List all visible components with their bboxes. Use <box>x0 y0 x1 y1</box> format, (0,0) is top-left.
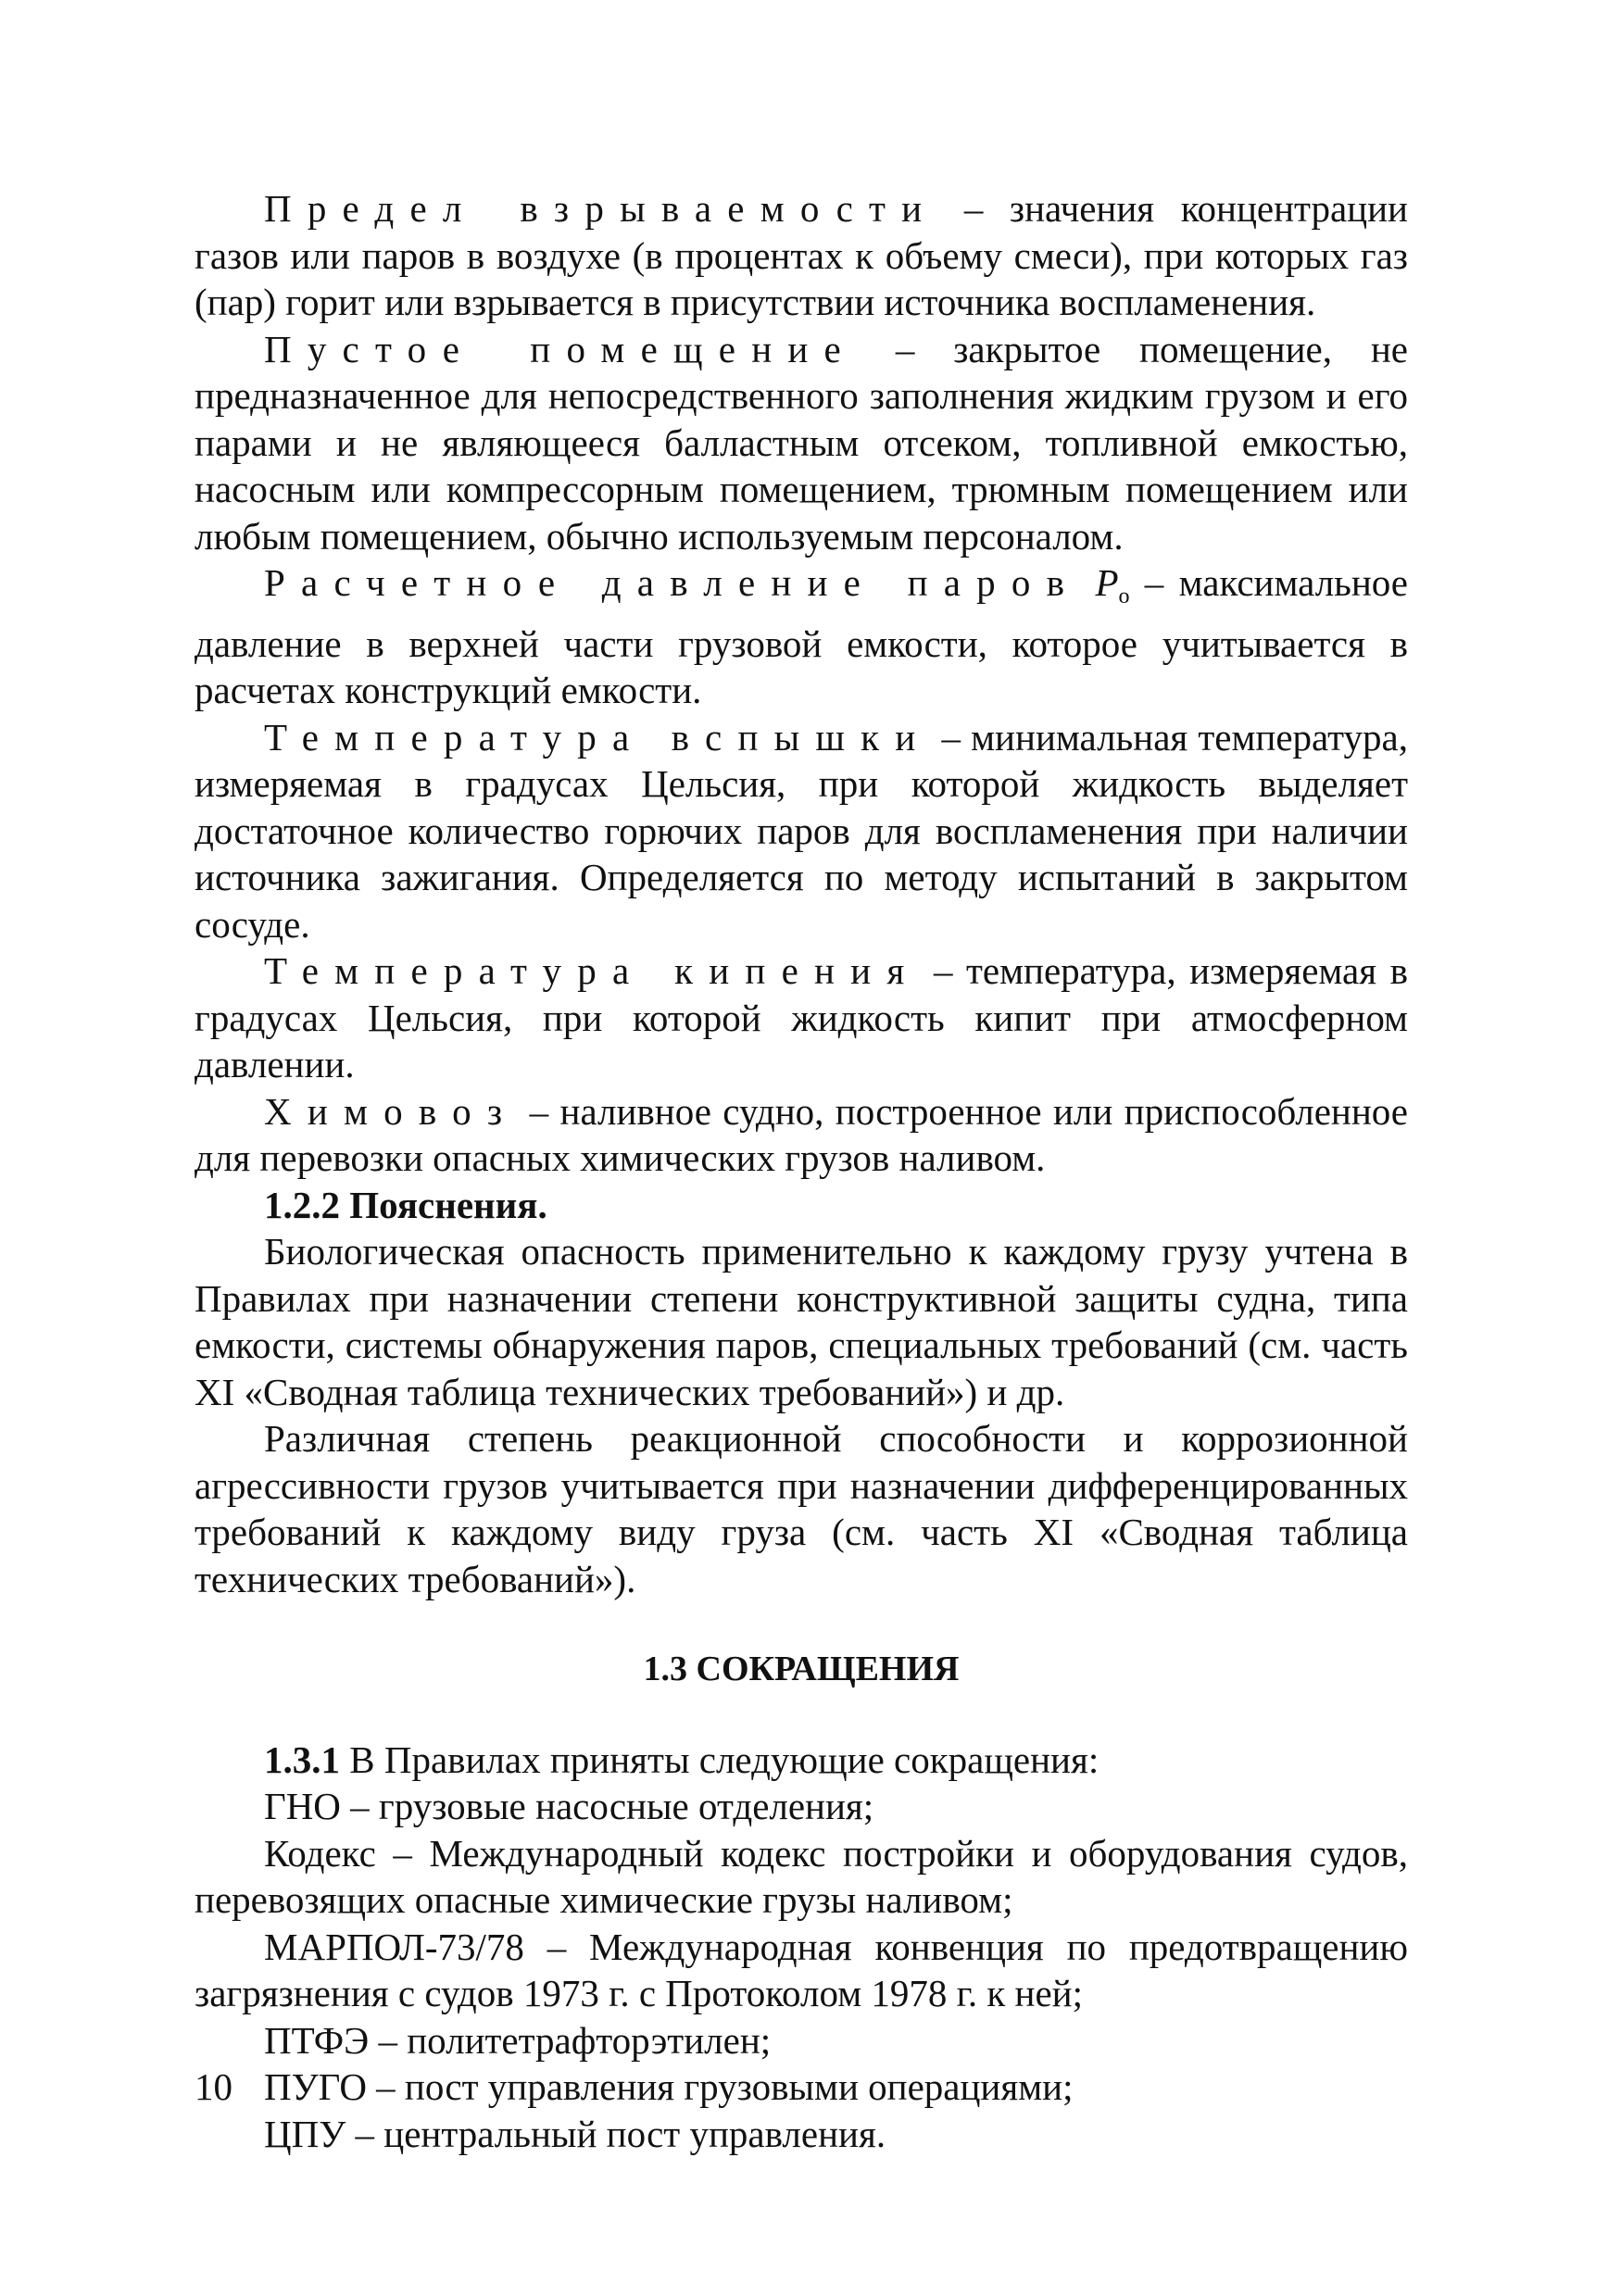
clause-number: 1.3.1 <box>264 1738 340 1781</box>
abbreviation-item: ЦПУ – центральный пост управления. <box>264 2112 886 2155</box>
intro-text: В Правилах приняты следующие сокращения: <box>340 1738 1100 1781</box>
definition-text: – закрытое помещение, не предназначенное для непосредственного заполнения жидким грузом и его парами и не являющееся балластным отсеком, топливной емкостью, насосным или компрессорным помещением, трюмным помещением или любым помещением, обычно используемым персоналом. <box>195 327 1408 558</box>
definition-term: Предел взрываемости <box>264 187 938 230</box>
symbol-letter: P <box>1095 561 1119 604</box>
intro-paragraph <box>195 1737 1408 1784</box>
abbreviation-item: МАРПОЛ-73/78 – Международная конвенция по предотвращению загрязнения с судов 1973 г. с Протоколом 1978 г. к ней; <box>195 1925 1408 2014</box>
body-paragraph: Различная степень реакционной способности и коррозионной агрессивности грузов учитывается при назначении дифференцированных требований к каждому виду груза (см. часть XI «Сводная таблица технических требований»). <box>195 1417 1408 1600</box>
definition-paragraph <box>195 714 1408 948</box>
body-paragraph: Биологическая опасность применительно к каждому грузу учтена в Правилах при назначении степени конструктивной защиты судна, типа емкости, системы обнаружения паров, специальных требований (см. часть XI «Сводная таблица технических требований») и др. <box>195 1230 1408 1413</box>
definition-text: – наливное судно, построенное или приспособленное для перевозки опасных химических грузов наливом. <box>195 1089 1408 1179</box>
abbreviation-item: ПУГО – пост управления грузовыми операциями; <box>264 2065 1074 2108</box>
definition-term: Пустое помещение <box>264 327 857 370</box>
abbreviation-item: Кодекс – Международный кодекс постройки и оборудования судов, перевозящих опасные химические грузы наливом; <box>195 1831 1408 1921</box>
definition-term: Расчетное давление паров <box>264 561 1081 604</box>
symbol-subscript: o <box>1118 584 1130 609</box>
page-number: 10 <box>195 2065 232 2108</box>
definition-text: – минимальная температура, измеряемая в градусах Цельсия, при которой жидкость выделяет достаточное количество горючих паров для воспламенения при наличии источника зажигания. Определяется по методу испытаний в закрытом сосуде. <box>195 715 1408 946</box>
definition-term: Химовоз <box>264 1089 519 1133</box>
definition-term: Температура вспышки <box>264 715 932 759</box>
document-page <box>195 185 1408 2157</box>
abbreviation-item: ПТФЭ – политетрафторэтилен; <box>264 2018 772 2062</box>
definition-paragraph <box>195 947 1408 1088</box>
definition-term: Температура кипения <box>264 949 921 992</box>
section-title <box>195 1182 1408 1229</box>
section-heading: 1.3 СОКРАЩЕНИЯ <box>643 1650 960 1688</box>
section-title-text: 1.2.2 Пояснения. <box>264 1183 547 1226</box>
definition-paragraph <box>195 185 1408 326</box>
definition-text: – максимальное давление в верхней части грузовой емкости, которое учитывается в расчетах конструкций емкости. <box>195 561 1409 711</box>
abbreviation-item: ГНО – грузовые насосные отделения; <box>264 1785 874 1827</box>
definition-paragraph <box>195 1088 1408 1182</box>
definition-paragraph <box>195 326 1408 560</box>
definition-text: – температура, измеряемая в градусах Цельсия, при которой жидкость кипит при атмосферном давлении. <box>195 949 1408 1085</box>
definition-paragraph <box>195 559 1408 714</box>
definition-text: – значения концентрации газов или паров в воздухе (в процентах к объему смеси), при которых газ (пар) горит или взрывается в присутствии источника воспламенения. <box>195 187 1408 323</box>
symbol-p <box>1095 561 1130 609</box>
